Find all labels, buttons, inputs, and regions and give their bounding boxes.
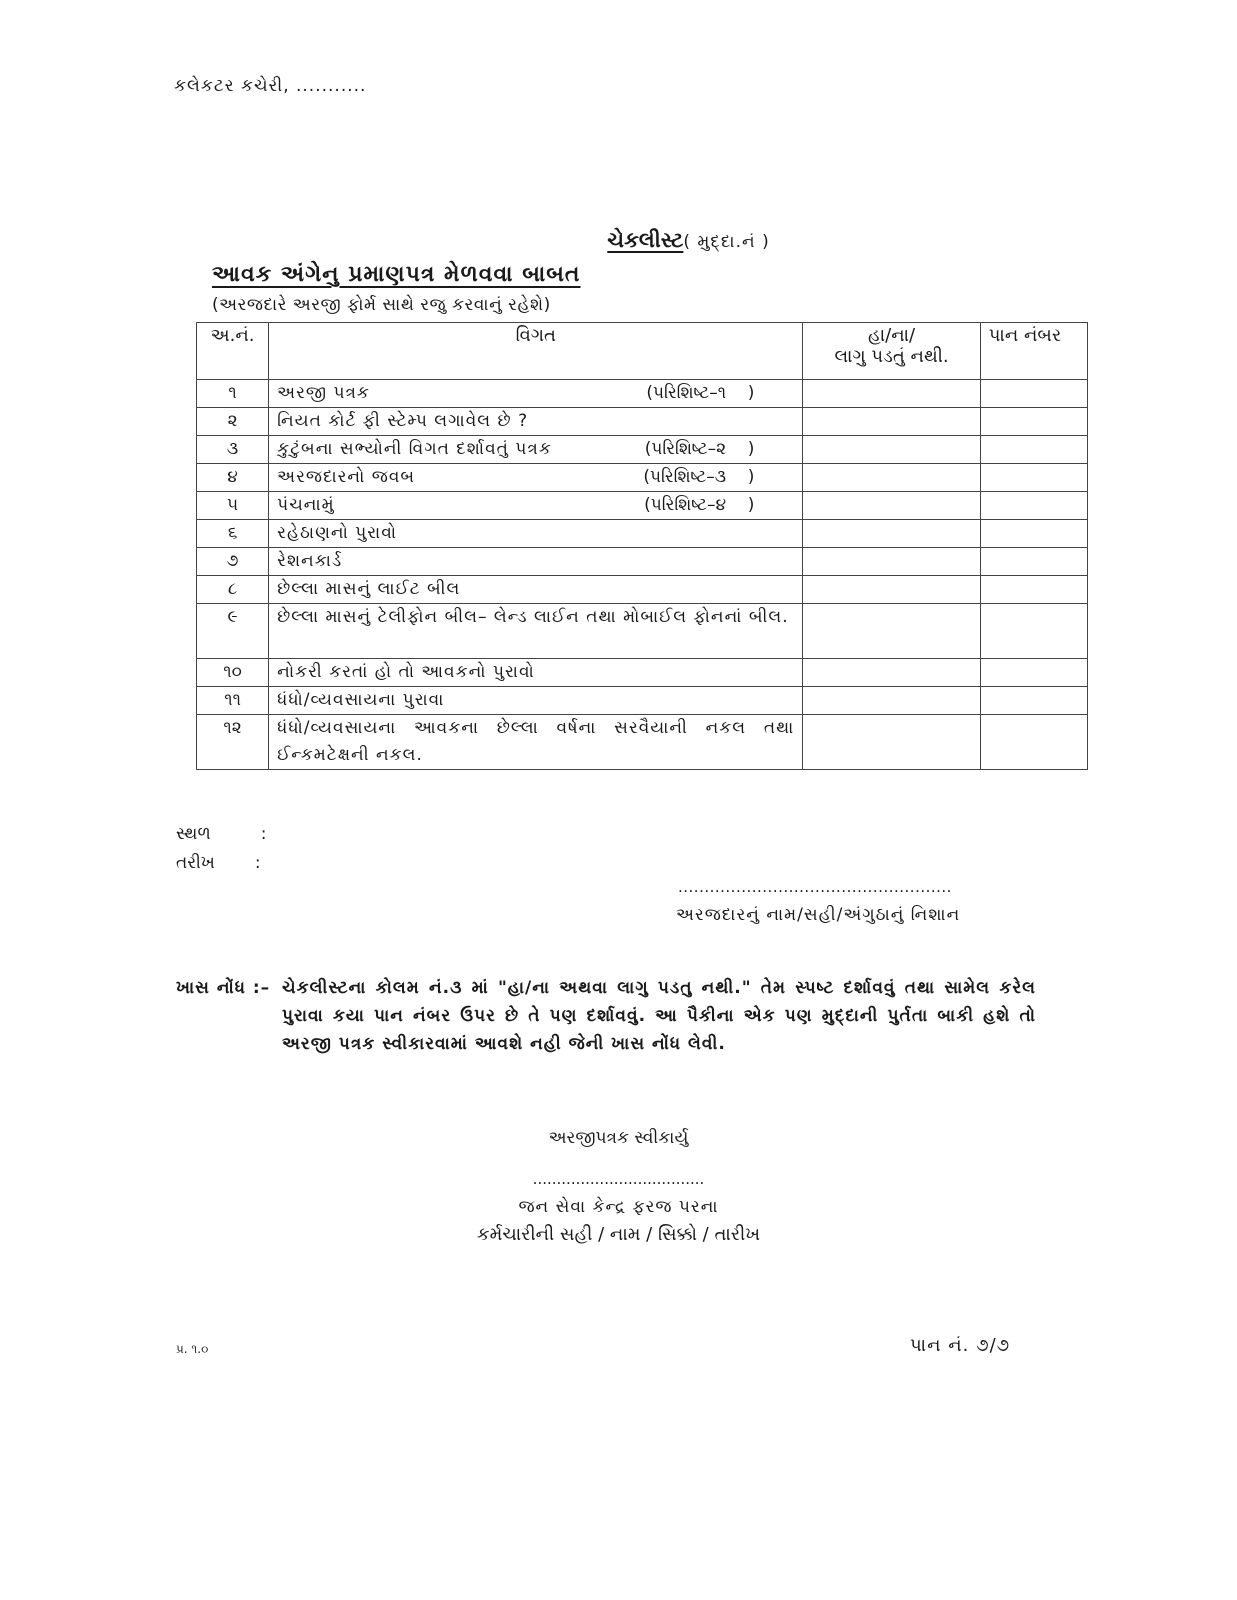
form-number: પ્ર. ૧.૦ [176,1342,209,1356]
row-detail [269,687,803,715]
row-detail [269,659,803,687]
row-serial: ૧ [197,380,269,408]
row-page-cell[interactable] [980,715,1087,770]
row-page-cell[interactable] [980,548,1087,576]
applicant-signature-label: અરજદારનું નામ/સહી/અંગુઠાનું નિશાન [676,905,961,925]
place-field [176,824,266,844]
row-detail-text: છેલ્લા માસનું લાઈટ બીલ [277,579,461,599]
row-detail [269,576,803,604]
row-annex: (પરિશિષ્ટ–૩ ) [643,467,755,487]
row-detail [269,548,803,576]
row-yes-no-cell[interactable] [803,715,980,770]
header-page-no: પાન નંબર [980,323,1087,380]
subject-heading: આવક અંગેનુ પ્રમાણપત્ર મેળવવા બાબત [212,262,581,287]
row-yes-no-cell[interactable] [803,687,980,715]
row-serial: ૩ [197,436,269,464]
table-row [197,380,1088,408]
header-yes-no-line1: હા/ના/ [867,325,916,346]
date-colon: : [254,853,261,873]
row-page-cell[interactable] [980,408,1087,436]
table-row [197,408,1088,436]
date-field [176,853,261,873]
table-row [197,520,1088,548]
row-detail-text: કુટુંબના સભ્યોની વિગત દર્શાવતું પત્રક [277,439,552,459]
row-yes-no-cell[interactable] [803,380,980,408]
date-label: તરીખ [176,853,215,873]
header-serial: અ.નં. [197,323,269,380]
place-label: સ્થળ [176,824,211,844]
row-annex: (પરિશિષ્ટ–૧ ) [646,383,755,403]
note-body: ચેકલીસ્ટના કોલમ નં.૩ માં "હા/ના અથવા લાગુ પડતુ નથી." તેમ સ્પષ્ટ દર્શાવવું તથા સામેલ કરેલ પુરાવા કયા પાન નંબર ઉપર છે તે પણ દર્શાવવું. આ પૈકીના એક પણ મુદ્દાની પુર્તતા બાકી હશે તો અરજી પત્રક સ્વીકારવામાં આવશે નહી જેની ખાસ નોંધ લેવી. [282,978,1036,1054]
table-row [197,464,1088,492]
row-page-cell[interactable] [980,659,1087,687]
header-detail: વિગત [269,323,803,380]
table-row [197,687,1088,715]
table-row [197,604,1088,659]
row-page-cell[interactable] [980,604,1087,659]
table-row [197,715,1088,770]
note-label: ખાસ નોંધ :– [176,978,271,998]
row-yes-no-cell[interactable] [803,436,980,464]
table-row [197,576,1088,604]
row-detail-text: પંચનામું [277,495,335,515]
row-serial: ૯ [197,604,269,659]
row-detail-text: નિયત કોર્ટ ફી સ્ટેમ્પ લગાવેલ છે ? [277,411,529,431]
row-page-cell[interactable] [980,492,1087,520]
row-yes-no-cell[interactable] [803,492,980,520]
row-detail [269,408,803,436]
row-page-cell[interactable] [980,520,1087,548]
special-note [176,974,1036,1058]
place-colon: : [260,824,267,844]
applicant-signature-line: .................................................... [678,878,952,896]
header-yes-no [803,323,980,380]
row-detail [269,604,803,659]
officer-role-label: જન સેવા કેન્દ્ર ફરજ પરના [518,1197,719,1217]
page-number: પાન નં. ૭/૭ [910,1335,1011,1356]
issue-number-label: ( મુદ્દા.નં ) [683,232,770,252]
table-row [197,548,1088,576]
row-detail-text: ધંધો/વ્યવસાયના આવકના છેલ્લા વર્ષના સરવૈયાની નકલ તથા ઈન્કમટેક્ષની નકલ. [277,718,795,765]
row-yes-no-cell[interactable] [803,576,980,604]
row-detail-text: નોકરી કરતાં હો તો આવકનો પુરાવો [277,662,535,682]
row-detail-text: રેશનકાર્ડ [277,551,343,571]
row-serial: ૭ [197,548,269,576]
row-detail [269,380,803,408]
office-name: કલેકટર કચેરી, ........... [174,76,367,96]
acceptance-title: અરજીપત્રક સ્વીકાર્યુ [548,1128,689,1148]
row-detail [269,520,803,548]
row-yes-no-cell[interactable] [803,659,980,687]
officer-signature-line: .................................... [532,1170,705,1188]
officer-signature-label: કર્મચારીની સહી / નામ / સિક્કો / તારીખ [476,1224,761,1245]
row-serial: ૨ [197,408,269,436]
row-page-cell[interactable] [980,576,1087,604]
row-annex: (પરિશિષ્ટ–૨ ) [644,439,755,459]
row-detail-text: અરજદારનો જવબ [277,467,416,487]
document-title [0,228,1237,253]
row-serial: ૧૧ [197,687,269,715]
row-serial: ૧૨ [197,715,269,770]
row-serial: ૧૦ [197,659,269,687]
row-detail [269,715,803,770]
row-yes-no-cell[interactable] [803,408,980,436]
table-row [197,492,1088,520]
row-detail-text: રહેઠાણનો પુરાવો [277,523,398,543]
row-yes-no-cell[interactable] [803,548,980,576]
instruction-text: (અરજદારે અરજી ફોર્મ સાથે રજુ કરવાનું રહેશે) [212,295,551,315]
row-page-cell[interactable] [980,687,1087,715]
table-row [197,436,1088,464]
row-detail-text: છેલ્લા માસનું ટેલીફોન બીલ– લેન્ડ લાઈન તથા મોબાઈલ ફોનનાં બીલ. [277,607,789,627]
row-detail-text: અરજી પત્રક [277,383,370,403]
row-annex: (પરિશિષ્ટ–૪ ) [644,495,755,515]
row-page-cell[interactable] [980,380,1087,408]
row-yes-no-cell[interactable] [803,520,980,548]
checklist-title: ચેકલીસ્ટ [607,228,684,252]
row-page-cell[interactable] [980,464,1087,492]
row-serial: ૪ [197,464,269,492]
row-yes-no-cell[interactable] [803,464,980,492]
row-detail [269,464,803,492]
table-header-row [197,323,1088,380]
header-yes-no-line2: લાગુ પડતું નથી. [834,346,949,367]
row-detail [269,492,803,520]
row-serial: ૬ [197,520,269,548]
row-page-cell[interactable] [980,436,1087,464]
row-serial: ૫ [197,492,269,520]
row-detail [269,436,803,464]
table-row [197,659,1088,687]
row-yes-no-cell[interactable] [803,604,980,659]
checklist-table [196,322,1088,770]
row-serial: ૮ [197,576,269,604]
row-detail-text: ધંધો/વ્યવસાયના પુરાવા [277,690,445,710]
